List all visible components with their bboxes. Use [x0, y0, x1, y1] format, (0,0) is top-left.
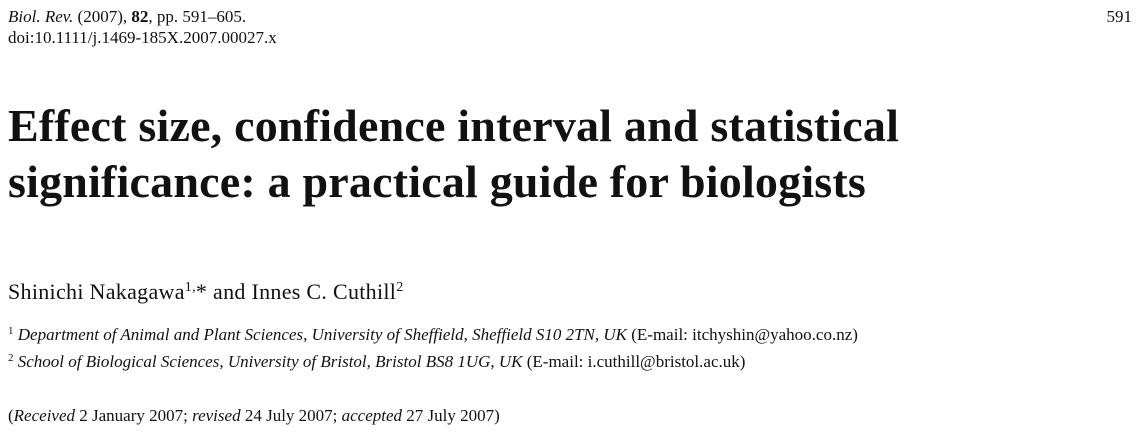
page-range: , pp. 591–605. [148, 7, 247, 26]
author-name-1[interactable]: Shinichi Nakagawa [8, 279, 185, 304]
accepted-date: 27 July 2007) [402, 406, 500, 425]
author-2-affiliation-mark: 2 [396, 280, 404, 295]
journal-name: Biol. Rev. [8, 7, 74, 26]
publication-year: (2007), [77, 7, 128, 26]
affiliation-email[interactable]: (E-mail: itchyshin@yahoo.co.nz) [631, 325, 858, 344]
paper-title-line-1: Effect size, confidence interval and statistical [8, 100, 900, 151]
affiliation-institution: Department of Animal and Plant Sciences, University of Sheffield, Sheffield S10 2TN, UK [17, 325, 627, 344]
author-1-affiliation-marks: 1, [184, 280, 196, 295]
affiliation-2 [8, 351, 745, 373]
paper-title-line-2: significance: a practical guide for biologists [8, 156, 867, 207]
received-date: 2 January 2007; [75, 406, 193, 425]
history-open-paren: ( [8, 406, 14, 425]
affiliation-email[interactable]: (E-mail: i.cuthill@bristol.ac.uk) [526, 352, 746, 371]
author-conjunction: and [207, 279, 252, 304]
author-list [8, 278, 404, 306]
author-name-2[interactable]: Innes C. Cuthill [251, 279, 397, 304]
submission-history [8, 405, 500, 427]
page-number: 591 [1106, 7, 1132, 26]
corresponding-author-mark: * [195, 279, 208, 304]
revised-label: revised [192, 406, 241, 425]
doi-link[interactable]: doi:10.1111/j.1469-185X.2007.00027.x [8, 28, 277, 47]
affiliation-1 [8, 324, 858, 346]
affiliation-number: 1 [8, 325, 14, 337]
volume-number: 82 [131, 7, 149, 26]
paper-title [8, 98, 1138, 210]
citation-line [8, 6, 277, 27]
affiliation-number: 2 [8, 352, 14, 364]
revised-date: 24 July 2007; [240, 406, 342, 425]
affiliation-institution: School of Biological Sciences, University of Bristol, Bristol BS8 1UG, UK [17, 352, 523, 371]
received-label: Received [13, 406, 76, 425]
citation-header [8, 6, 277, 48]
accepted-label: accepted [341, 406, 403, 425]
